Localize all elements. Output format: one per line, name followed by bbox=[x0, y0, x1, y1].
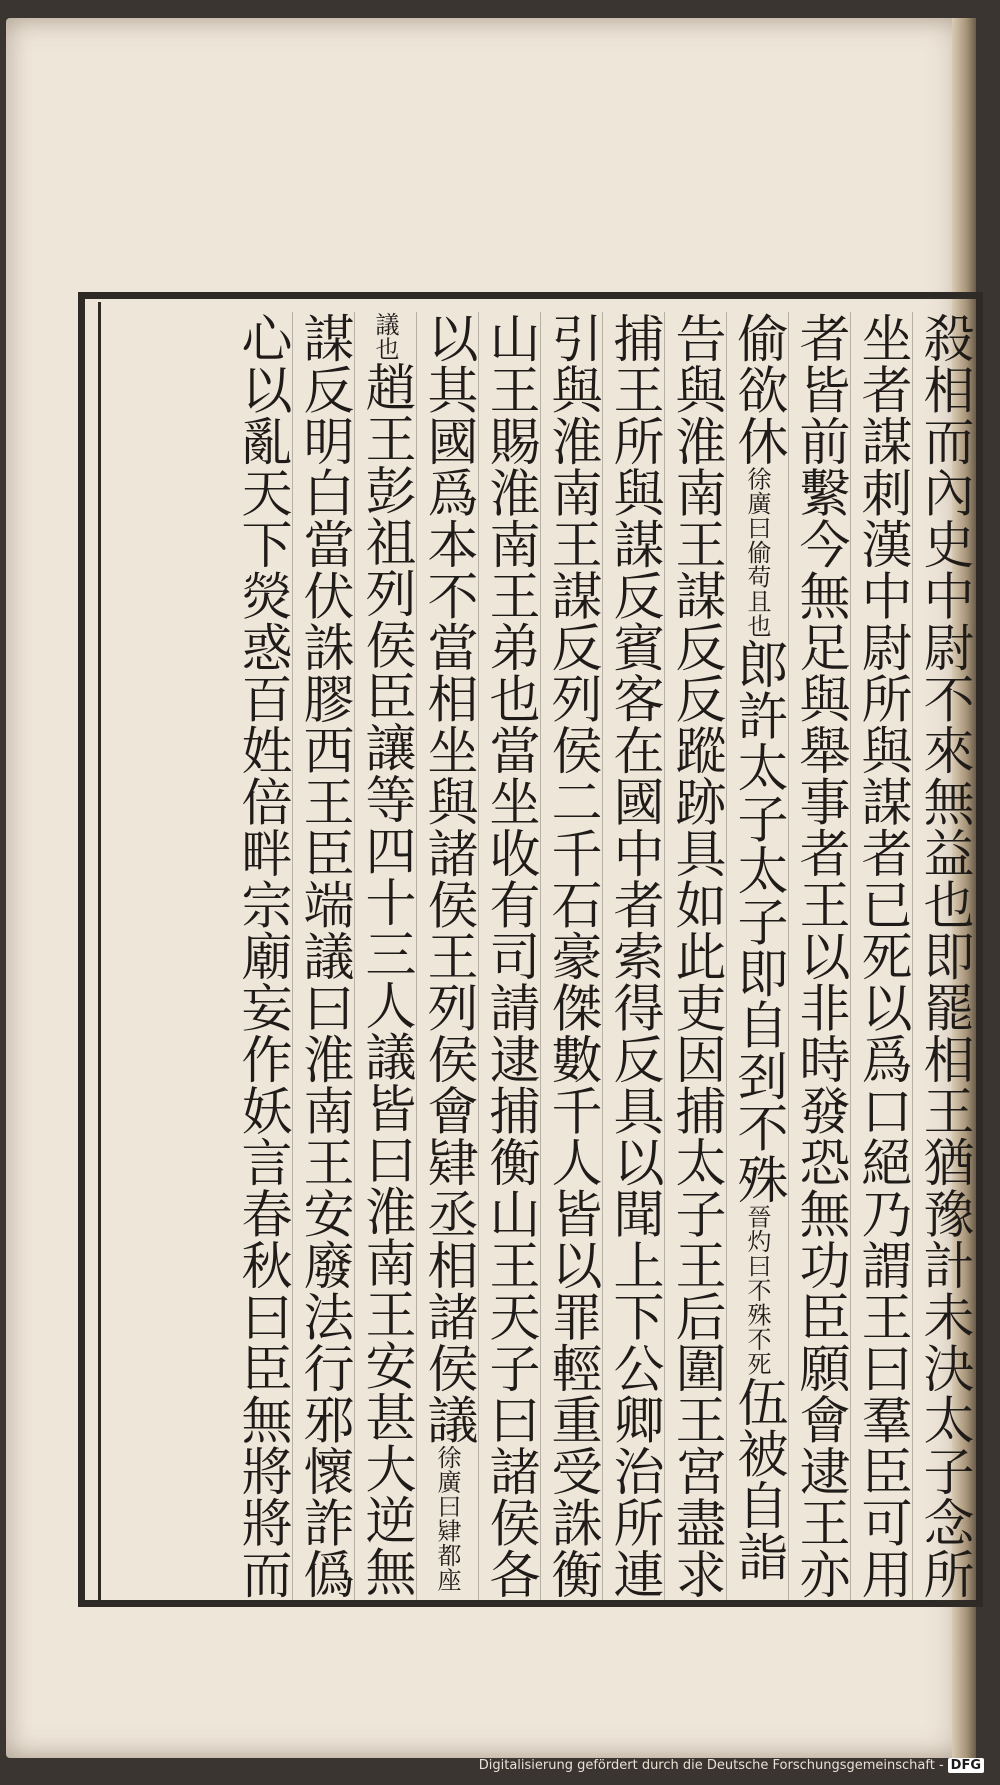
text-column-1: 殺相而內史中尉不來無益也即罷相王猶豫計未決太子念所 bbox=[914, 312, 973, 1600]
digitization-credit bbox=[479, 1758, 984, 1773]
column-9-annotation: 徐廣曰肄都座 bbox=[433, 1445, 461, 1592]
column-4-main-a: 偷欲休 bbox=[728, 312, 787, 467]
column-10-main: 趙王彭祖列侯臣讓等四十三人議皆曰淮南王安甚大逆無 bbox=[356, 361, 415, 1597]
text-column-2: 坐者謀刺漢中尉所與謀者已死以爲口絕乃謂王曰羣臣可用 bbox=[852, 312, 911, 1600]
dfg-logo: DFG bbox=[948, 1758, 984, 1773]
column-4-annotation-a: 徐廣曰偷苟且也 bbox=[743, 466, 771, 638]
text-column-7: 引與淮南王謀反列侯二千石豪傑數千人皆以罪輕重受誅衡 bbox=[542, 312, 601, 1600]
credit-text: Digitalisierung gefördert durch die Deutsche Forschungsgemeinschaft - bbox=[478, 1758, 944, 1773]
text-column-3: 者皆前繫今無足與舉事者王以非時發恐無功臣願會逮王亦 bbox=[790, 312, 849, 1600]
text-column-12: 心以亂天下熒惑百姓倍畔宗廟妄作妖言春秋曰臣無將將而 bbox=[232, 312, 291, 1600]
column-9-main: 以其國爲本不當相坐與諸侯王列侯會肄丞相諸侯議 bbox=[418, 312, 477, 1445]
column-4-main-c: 伍被自詣 bbox=[728, 1376, 787, 1582]
text-column-5: 告與淮南王謀反反蹤跡具如此吏因捕太子王后圍王宮盡求 bbox=[666, 312, 725, 1600]
text-column-9 bbox=[416, 312, 478, 1600]
column-4-main-b: 郎許太子太子即自刭不殊 bbox=[728, 638, 787, 1205]
column-4-annotation-b: 晉灼曰不殊不死 bbox=[743, 1204, 771, 1376]
text-column-4 bbox=[726, 312, 788, 1600]
text-columns bbox=[106, 312, 974, 1600]
text-column-11: 謀反明白當伏誅膠西王臣端議曰淮南王安廢法行邪懷詐僞 bbox=[294, 312, 353, 1600]
text-column-6: 捕王所與謀反賓客在國中者索得反具以聞上下公卿治所連 bbox=[604, 312, 663, 1600]
text-column-10 bbox=[354, 312, 416, 1600]
text-column-8: 山王賜淮南王弟也當坐收有司請逮捕衡山王天子曰諸侯各 bbox=[480, 312, 539, 1600]
column-10-annotation: 議也 bbox=[371, 312, 399, 361]
